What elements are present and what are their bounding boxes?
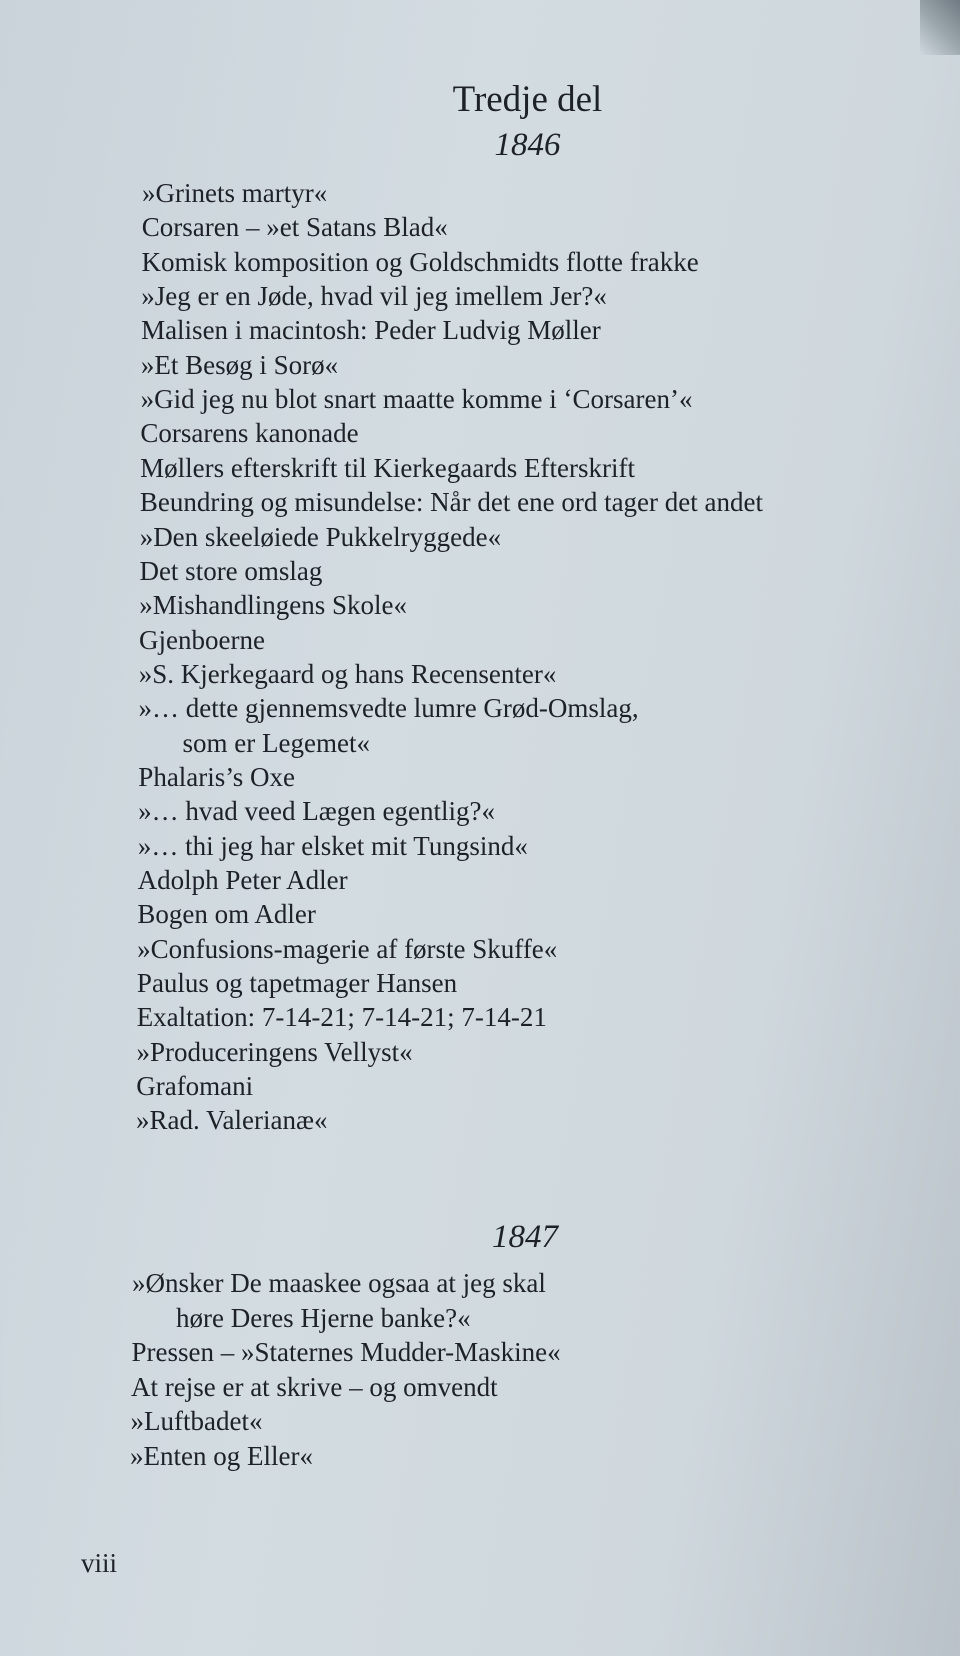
toc-entry-title: Corsarens kanonade <box>140 418 359 449</box>
toc-entry-title: »… thi jeg har elsket mit Tungsind« <box>137 830 528 861</box>
toc-entry-title: »Produceringens Vellyst« <box>136 1036 413 1067</box>
toc-entry-title: Adolph Peter Adler <box>137 865 348 895</box>
toc-entry-title: Corsaren – »et Satans Blad« <box>141 212 448 243</box>
toc-entry-title: »Luftbadet« <box>130 1406 263 1436</box>
toc-entry-title: »Ønsker De maaskee ogsaa at jeg skal <box>132 1268 546 1298</box>
toc-entry-title: »S. Kjerkegaard og hans Recensenter« <box>138 658 557 689</box>
toc-entry-title: Beundring og misundelse: Når det ene ord tager det andet <box>139 487 763 518</box>
toc-entry-title: »Rad. Valerianæ« <box>136 1105 328 1136</box>
toc-entry-title: Møllers efterskrift til Kierkegaards Efterskrift <box>140 452 635 483</box>
toc-entry-title: »Gid jeg nu blot snart maatte komme i ‘Corsaren’« <box>140 384 693 415</box>
toc-entry-title: Pressen – »Staternes Mudder-Maskine« <box>131 1337 561 1367</box>
toc-entry-title: Det store omslag <box>139 555 323 586</box>
toc-entry-title: »Et Besøg i Sorø« <box>140 349 339 380</box>
toc-entry-title: »Den skeeløiede Pukkelryggede« <box>139 521 502 552</box>
section-year-1847: 1847 <box>492 1219 558 1255</box>
toc-entry-title: »… dette gjennemsvedte lumre Grød-Omslag, <box>138 693 639 724</box>
part-title: Tredje del <box>452 79 603 120</box>
toc-entry-title: »Enten og Eller« <box>130 1440 313 1471</box>
toc-entry-title: Bogen om Adler <box>137 899 316 930</box>
toc-entry-title: »… hvad veed Lægen egentlig?« <box>138 796 495 827</box>
page-folio: viii <box>81 1548 118 1578</box>
toc-entry-title: Phalaris’s Oxe <box>138 761 296 792</box>
toc-entry-title-continuation: som er Legemet« <box>182 727 370 758</box>
toc-entry-title: »Mishandlingens Skole« <box>139 590 407 621</box>
toc-entry-title: »Confusions-magerie af første Skuffe« <box>137 933 558 964</box>
toc-entry-title: Paulus og tapetmager Hansen <box>136 968 458 999</box>
toc-entry-title: Grafomani <box>136 1071 254 1102</box>
toc-entry-title: »Grinets martyr« <box>142 178 328 208</box>
toc-entry-title: Komisk komposition og Goldschmidts flotte frakke <box>141 246 699 277</box>
toc-entry-title: Exaltation: 7-14-21; 7-14-21; 7-14-21 <box>136 1002 547 1033</box>
toc-entry-title: Malisen i macintosh: Peder Ludvig Møller <box>141 315 601 346</box>
toc-entry-title: »Jeg er en Jøde, hvad vil jeg imellem Jer?« <box>141 281 607 312</box>
toc-entry-title-continuation: høre Deres Hjerne banke?« <box>176 1302 471 1333</box>
toc-entry-title: At rejse er at skrive – og omvendt <box>131 1371 498 1402</box>
section-year-1846: 1846 <box>494 127 561 163</box>
toc-entry-title: Gjenboerne <box>139 624 265 655</box>
